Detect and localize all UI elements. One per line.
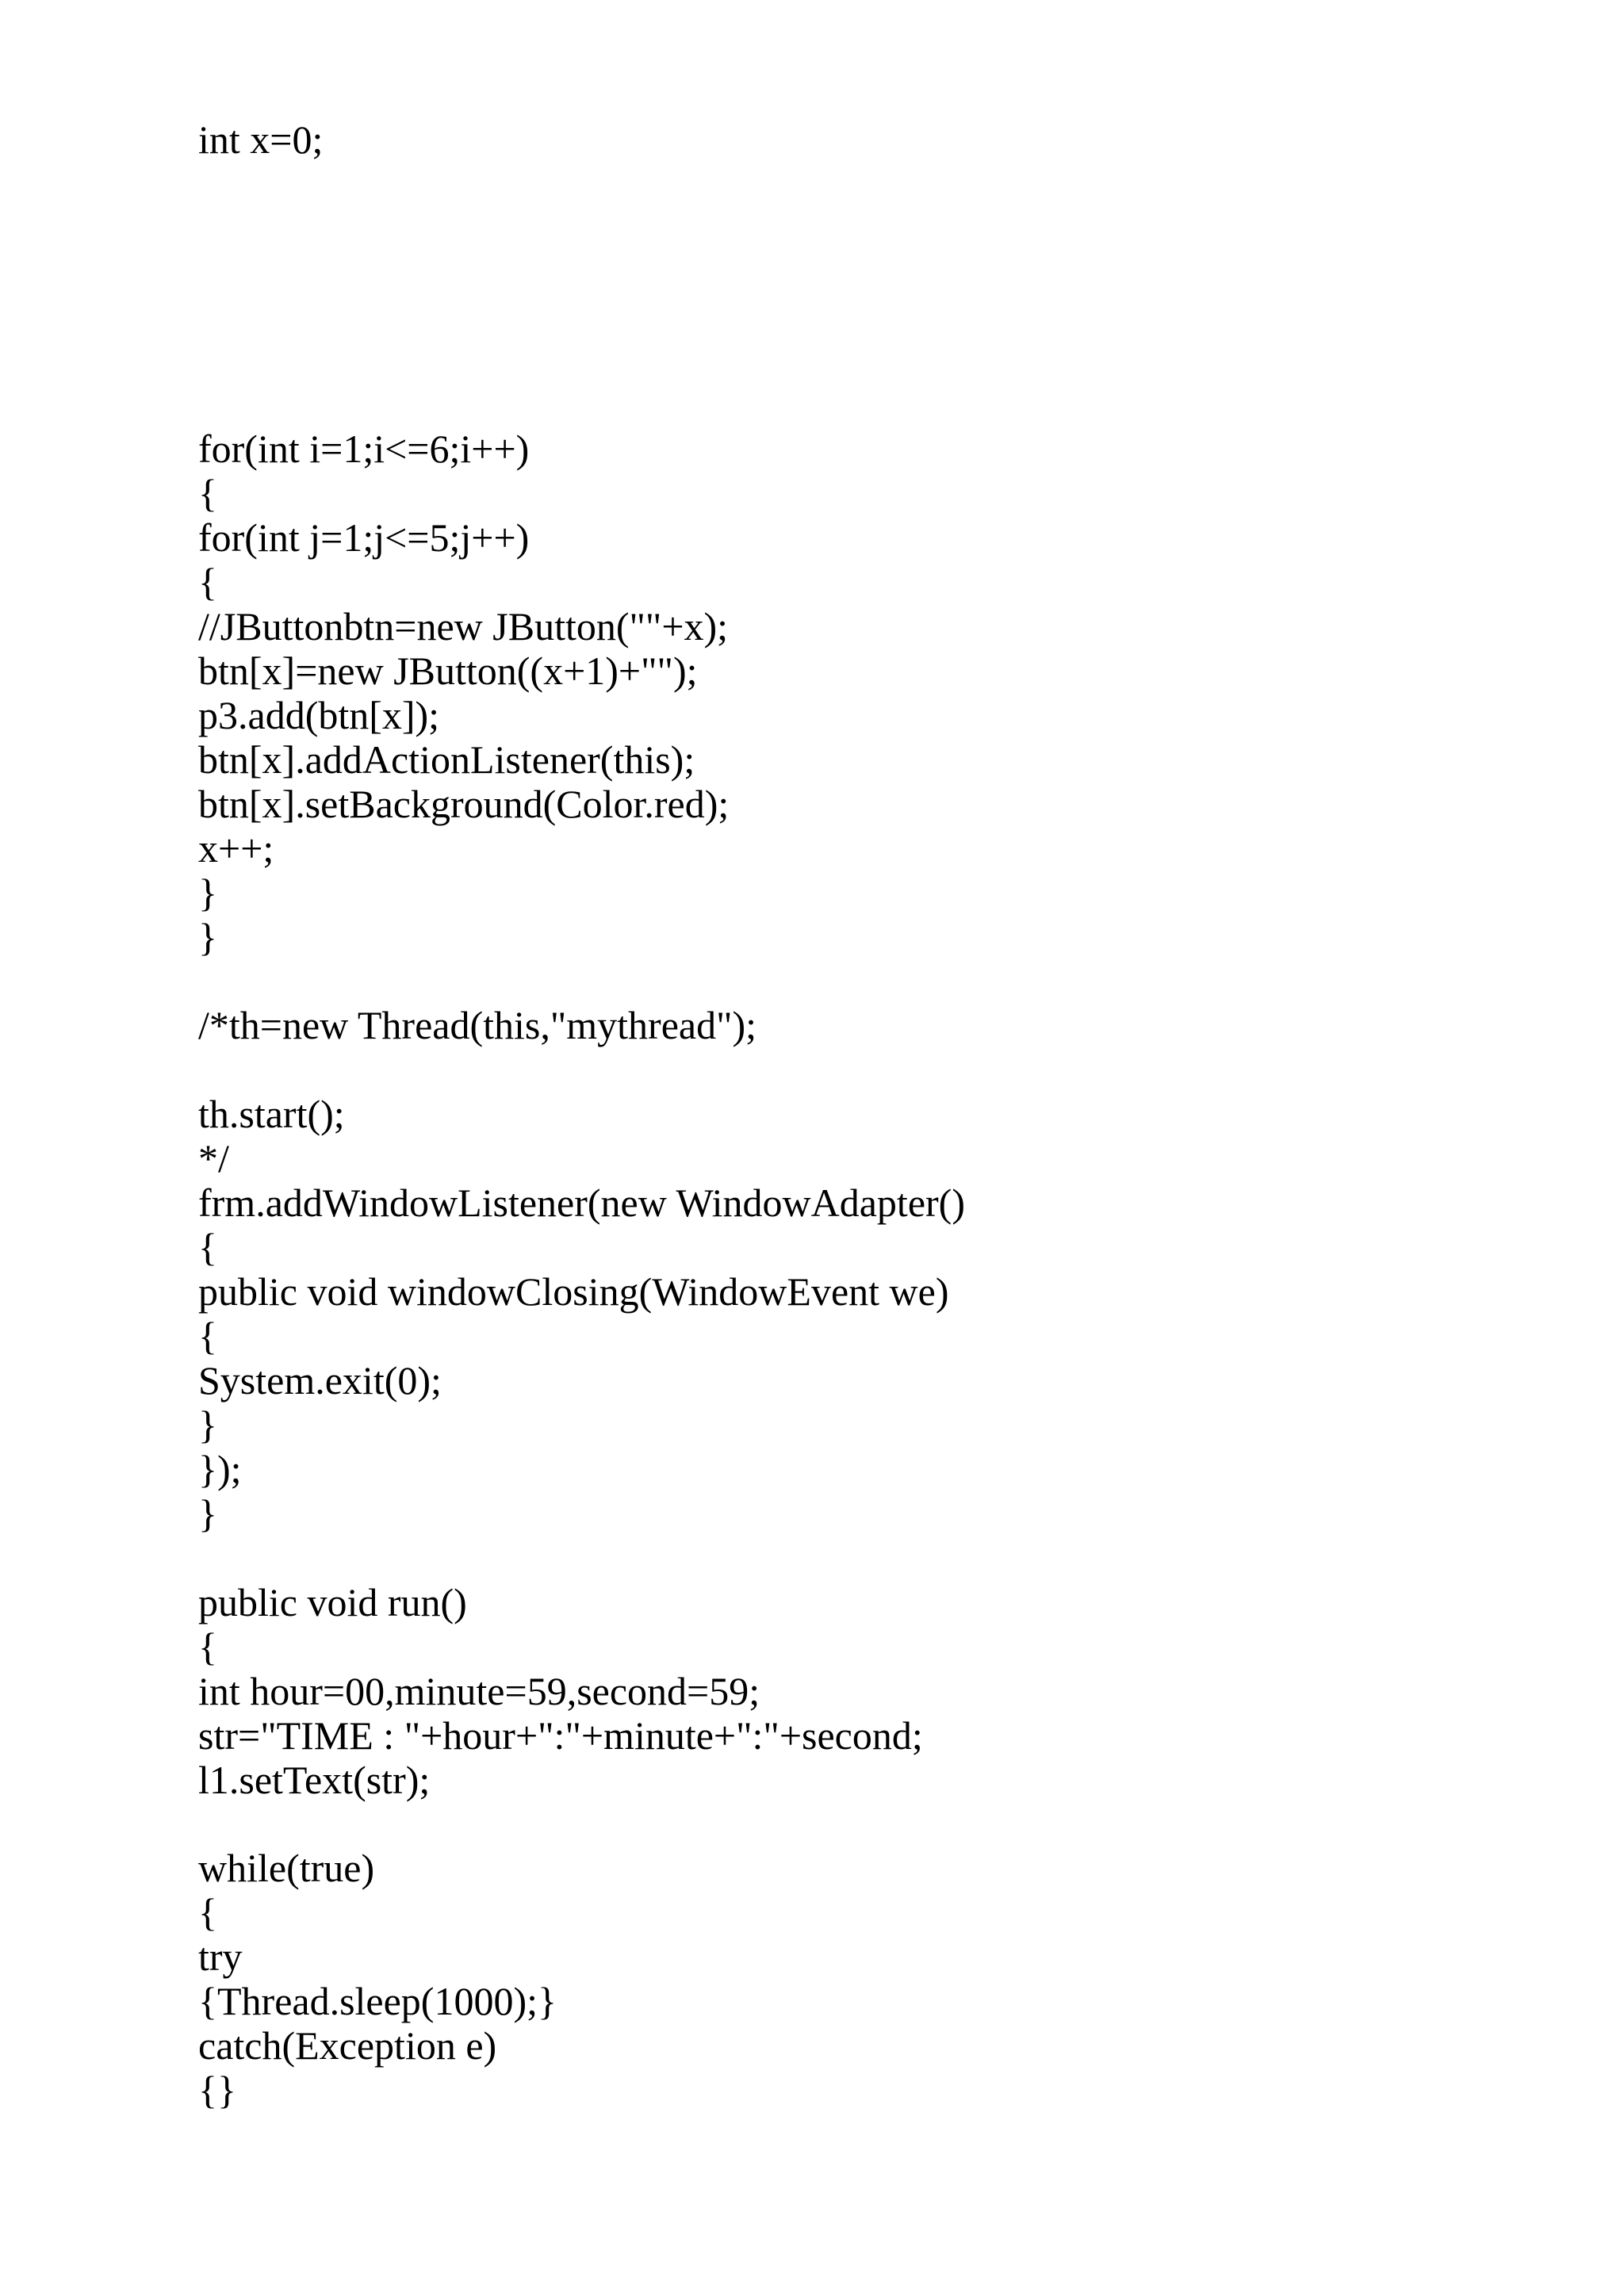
code-line: { <box>198 1890 217 1934</box>
code-line: th.start(); <box>198 1092 345 1136</box>
code-line: { <box>198 560 217 604</box>
code-line: } <box>198 1491 217 1536</box>
code-line: str="TIME : "+hour+":"+minute+":"+second; <box>198 1713 923 1758</box>
code-line: public void run() <box>198 1580 467 1624</box>
code-line: }); <box>198 1447 242 1491</box>
code-line: for(int j=1;j<=5;j++) <box>198 515 530 560</box>
code-line: frm.addWindowListener(new WindowAdapter() <box>198 1181 965 1225</box>
code-line: { <box>198 471 217 515</box>
code-line: while(true) <box>198 1846 375 1890</box>
code-line: {Thread.sleep(1000);} <box>198 1979 557 2023</box>
code-line: int hour=00,minute=59,second=59; <box>198 1669 760 1713</box>
code-line: */ <box>198 1136 229 1181</box>
code-line: try <box>198 1934 243 1979</box>
code-line: } <box>198 915 217 959</box>
code-line: int x=0; <box>198 117 324 162</box>
code-line: btn[x].setBackground(Color.red); <box>198 782 730 826</box>
code-line: } <box>198 1402 217 1447</box>
code-line: btn[x].addActionListener(this); <box>198 737 695 782</box>
code-line: {} <box>198 2068 236 2112</box>
code-line: /*th=new Thread(this,"mythread"); <box>198 1003 757 1047</box>
code-line: l1.setText(str); <box>198 1758 431 1802</box>
code-line: { <box>198 1225 217 1269</box>
code-line: for(int i=1;i<=6;i++) <box>198 427 530 471</box>
code-line: catch(Exception e) <box>198 2023 497 2068</box>
code-line: { <box>198 1314 217 1358</box>
code-line: { <box>198 1624 217 1669</box>
code-line: System.exit(0); <box>198 1358 442 1402</box>
code-line: x++; <box>198 826 274 871</box>
code-line: } <box>198 871 217 915</box>
code-line: public void windowClosing(WindowEvent we) <box>198 1269 949 1314</box>
code-line: btn[x]=new JButton((x+1)+""); <box>198 649 698 693</box>
code-line: //JButtonbtn=new JButton(""+x); <box>198 604 729 649</box>
code-line: p3.add(btn[x]); <box>198 693 440 737</box>
